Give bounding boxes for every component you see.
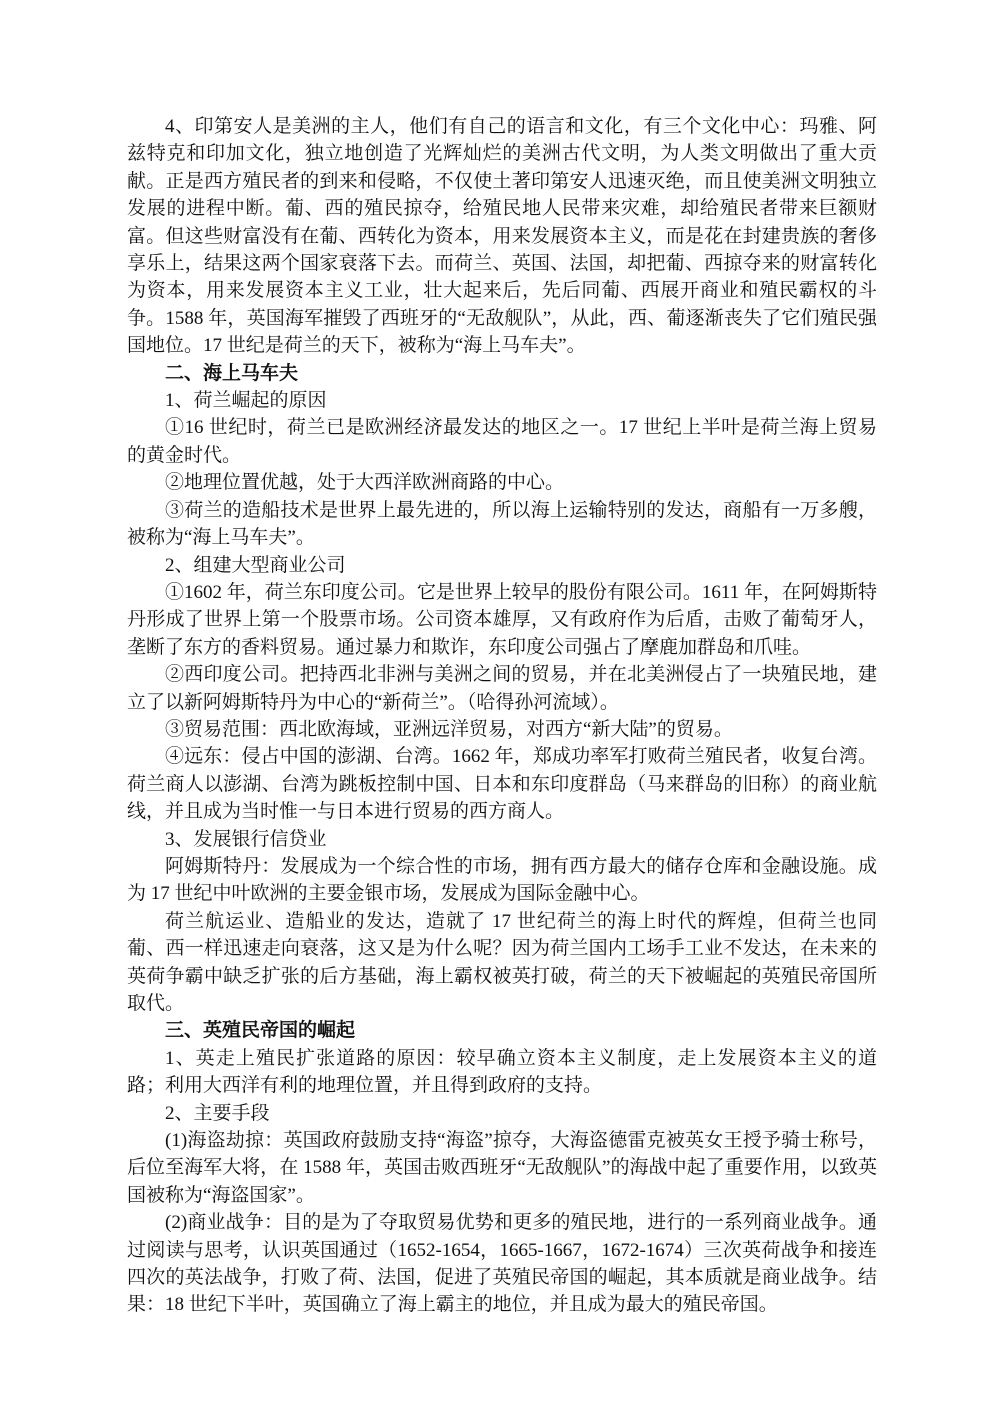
- paragraph: ①1602 年，荷兰东印度公司。它是世界上较早的股份有限公司。1611 年，在阿姆斯特丹形成了世界上第一个股票市场。公司资本雄厚，又有政府作为后盾，击败了葡萄牙人，垄断了东方的香料贸易。通过暴力和欺诈，东印度公司强占了摩鹿加群岛和爪哇。: [127, 581, 877, 658]
- paragraph: (1)海盗劫掠：英国政府鼓励支持“海盗”掠夺，大海盗德雷克被英女王授予骑士称号，后位至海军大将，在 1588 年，英国击败西班牙“无敌舰队”的海战中起了重要作用，以致英国被称为“海盗国家”。: [127, 1130, 877, 1206]
- paragraph: 1、英走上殖民扩张道路的原因：较早确立资本主义制度，走上发展资本主义的道路；利用大西洋有利的地理位置，并且得到政府的支持。: [127, 1047, 877, 1097]
- paragraph: 荷兰航运业、造船业的发达，造就了 17 世纪荷兰的海上时代的辉煌，但荷兰也同葡、西一样迅速走向衰落，这又是为什么呢？因为荷兰国内工场手工业不发达，在未来的英荷争霸中缺乏扩张的后方基础，海上霸权被英打破，荷兰的天下被崛起的英殖民帝国所取代。: [127, 910, 877, 1014]
- paragraph: ②地理位置优越，处于大西洋欧洲商路的中心。: [165, 472, 565, 494]
- paragraph: 3、发展银行信贷业: [165, 828, 327, 850]
- paragraph: 阿姆斯特丹：发展成为一个综合性的市场，拥有西方最大的储存仓库和金融设施。成为 17 世纪中叶欧洲的主要金银市场，发展成为国际金融中心。: [127, 855, 877, 905]
- paragraph: ③荷兰的造船技术是世界上最先进的，所以海上运输特别的发达，商船有一万多艘，被称为“海上马车夫”。: [127, 499, 877, 549]
- paragraph: ①16 世纪时，荷兰已是欧洲经济最发达的地区之一。17 世纪上半叶是荷兰海上贸易的黄金时代。: [127, 417, 877, 466]
- paragraph: 1、荷兰崛起的原因: [165, 390, 327, 412]
- paragraph: 2、主要手段: [165, 1102, 270, 1124]
- document-text-block: [127, 113, 877, 1319]
- paragraph: 2、组建大型商业公司: [165, 554, 346, 576]
- paragraph: ②西印度公司。把持西北非洲与美洲之间的贸易，并在北美洲侵占了一块殖民地，建立了以新阿姆斯特丹为中心的“新荷兰”。（哈得孙河流域）。: [127, 664, 877, 713]
- paragraph: ④远东：侵占中国的澎湖、台湾。1662 年，郑成功率军打败荷兰殖民者，收复台湾。荷兰商人以澎湖、台湾为跳板控制中国、日本和东印度群岛（马来群岛的旧称）的商业航线，并且成为当时惟一与日本进行贸易的西方商人。: [127, 746, 877, 823]
- paragraph: (2)商业战争：目的是为了夺取贸易优势和更多的殖民地，进行的一系列商业战争。通过阅读与思考，认识英国通过（1652-1654，1665-1667，1672-1674）三次英荷战争和接连四次的英法战争，打败了荷、法国，促进了英殖民帝国的崛起，其本质就是商业战争。结果：18 世纪下半叶，英国确立了海上霸主的地位，并且成为最大的殖民帝国。: [127, 1212, 877, 1316]
- section-heading: 二、海上马车夫: [165, 362, 299, 384]
- paragraph: 4、印第安人是美洲的主人，他们有自己的语言和文化，有三个文化中心：玛雅、阿兹特克和印加文化，独立地创造了光辉灿烂的美洲古代文明，为人类文明做出了重大贡献。正是西方殖民者的到来和侵略，不仅使土著印第安人迅速灭绝，而且使美洲文明独立发展的进程中断。葡、西的殖民掠夺，给殖民地人民带来灾难，却给殖民者带来巨额财富。但这些财富没有在葡、西转化为资本，用来发展资本主义，而是花在封建贵族的奢侈享乐上，结果这两个国家衰落下去。而荷兰、英国、法国，却把葡、西掠夺来的财富转化为资本，用来发展资本主义工业，壮大起来后，先后同葡、西展开商业和殖民霸权的斗争。1588 年，英国海军摧毁了西班牙的“无敌舰队”，从此，西、葡逐渐丧失了它们殖民强国地位。17 世纪是荷兰的天下，被称为“海上马车夫”。: [127, 116, 877, 357]
- paragraph: ③贸易范围：西北欧海域，亚洲远洋贸易，对西方“新大陆”的贸易。: [165, 718, 733, 740]
- section-heading: 三、英殖民帝国的崛起: [165, 1020, 356, 1042]
